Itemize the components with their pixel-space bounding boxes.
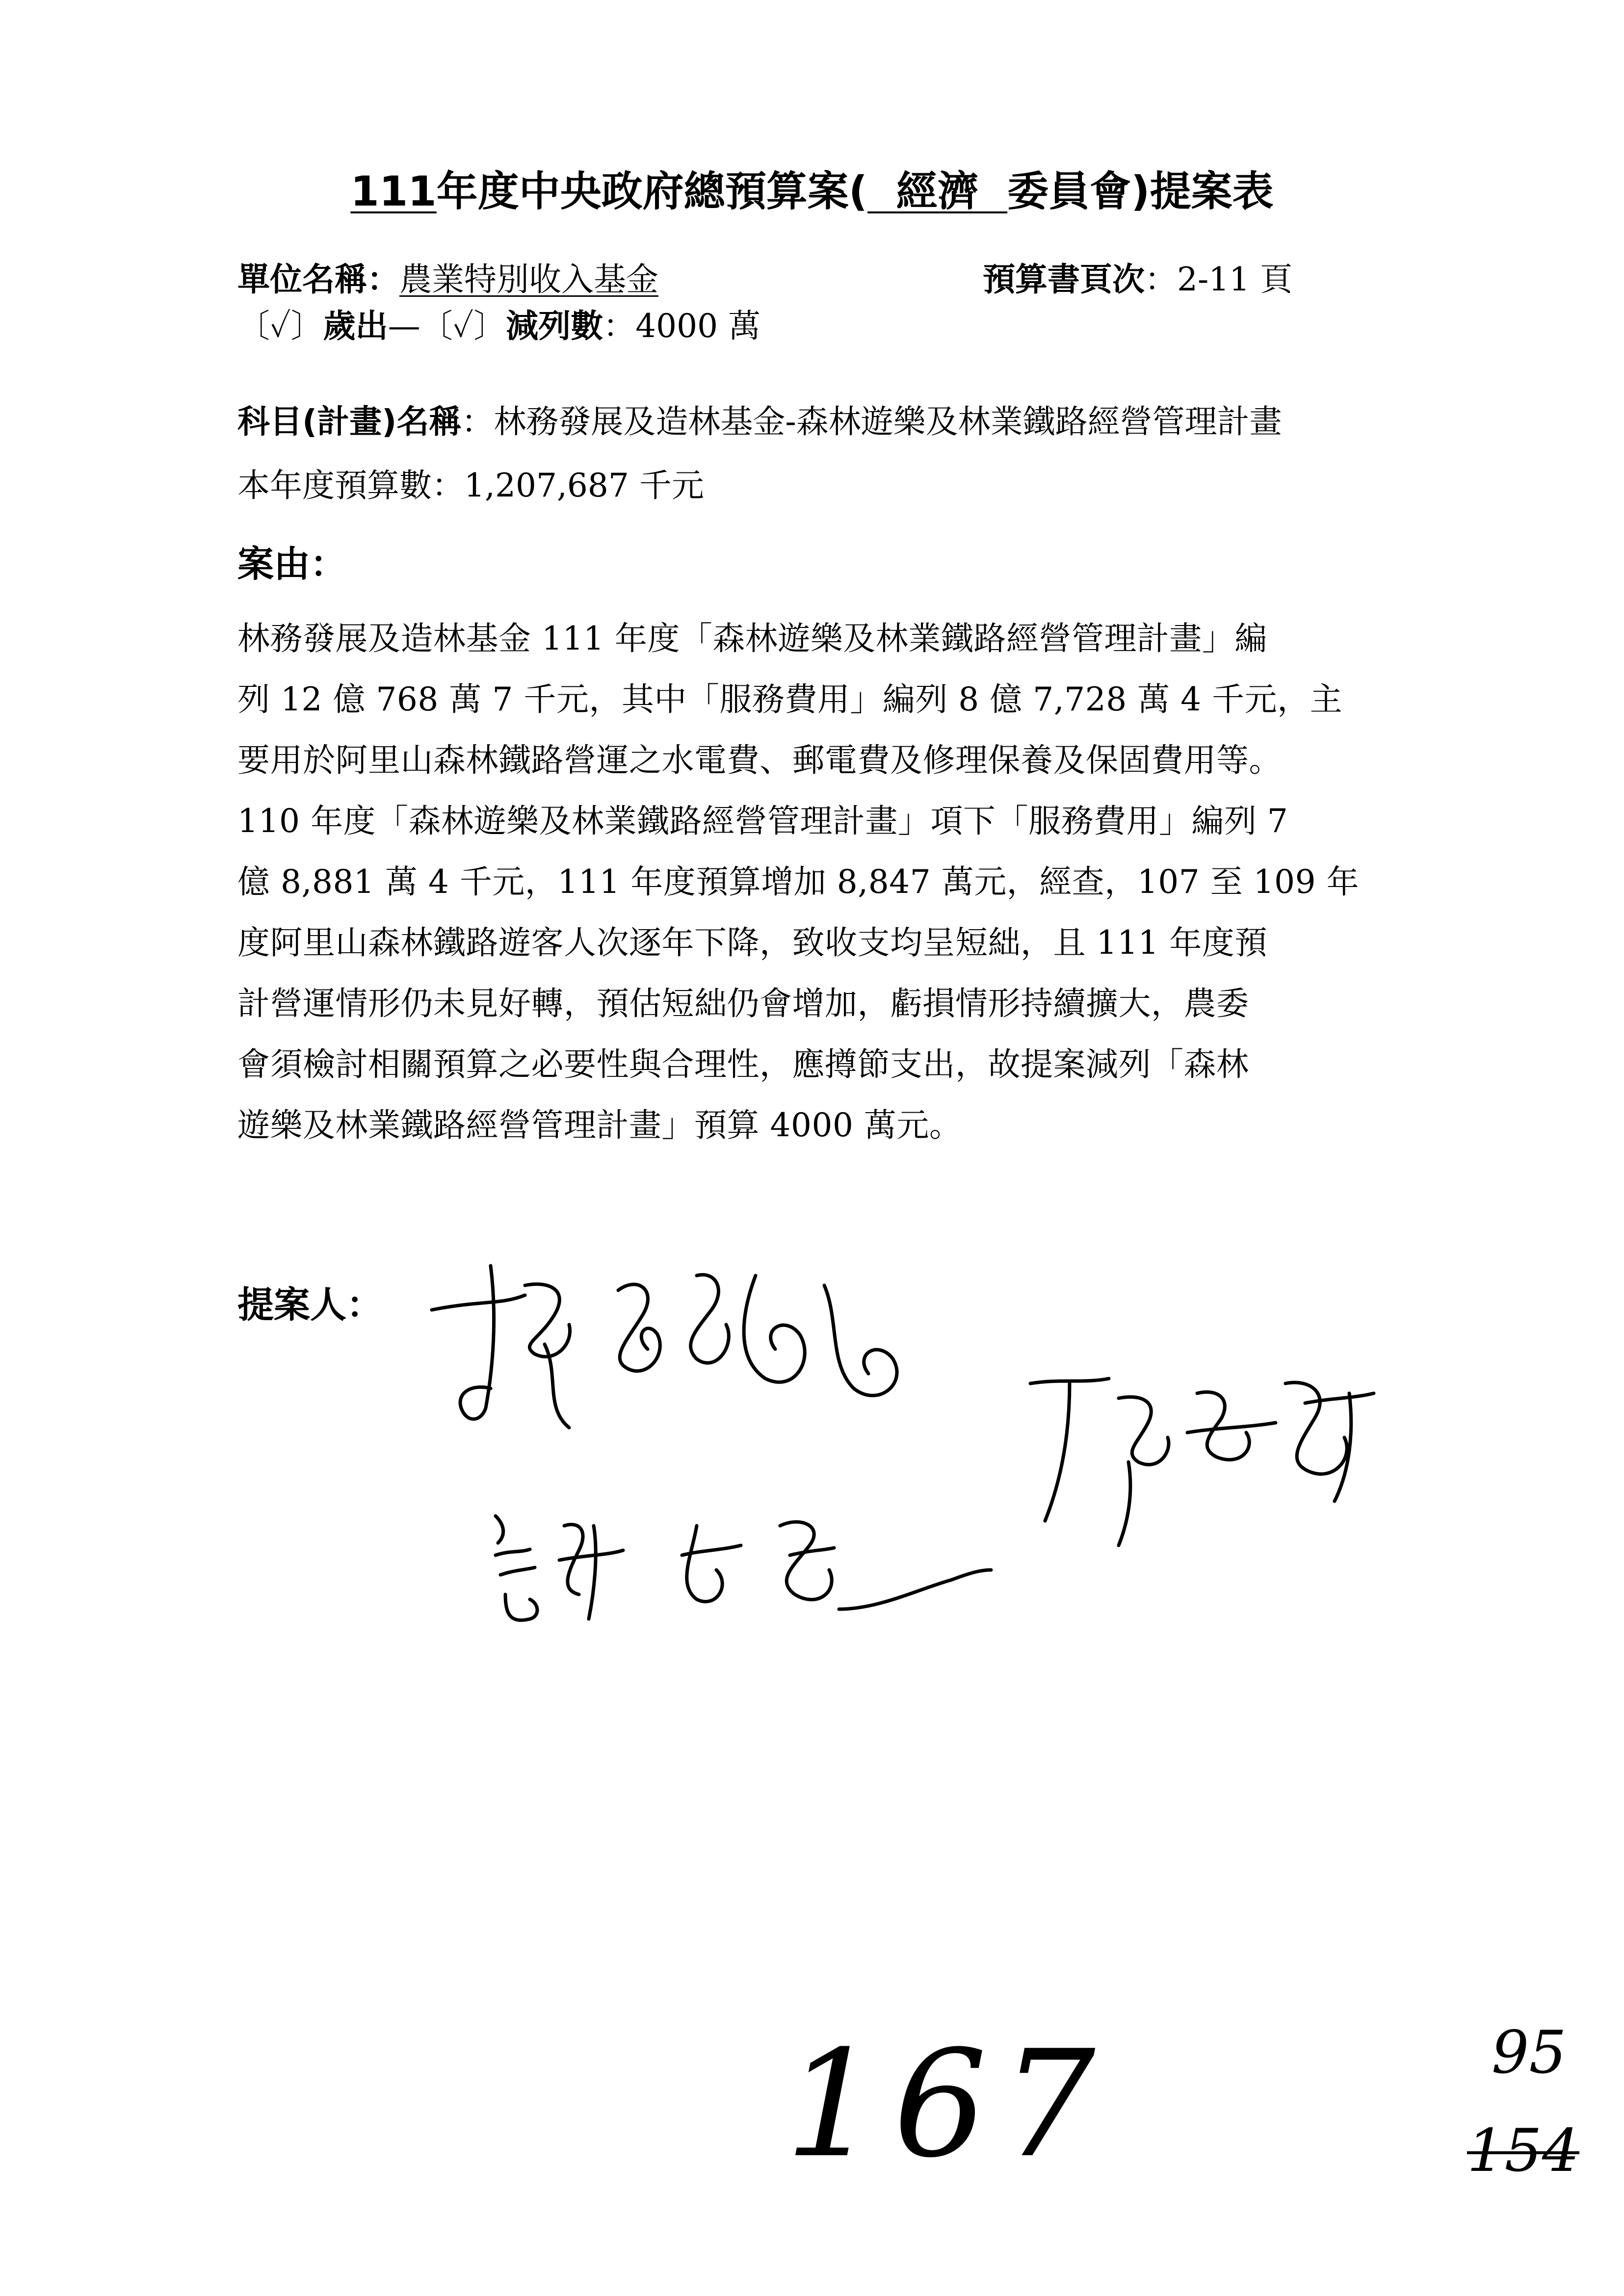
annual-budget-row: 本年度預算數：1,207,687 千元: [237, 467, 704, 504]
proposer-label: 提案人：: [237, 1284, 383, 1326]
reason-label: 案由：: [237, 543, 346, 585]
signature-3: [1011, 1364, 1384, 1560]
expenditure-label: 歲出: [323, 307, 388, 345]
item-name-label: 科目(計畫)名稱: [237, 403, 462, 441]
unit-name-label: 單位名稱：: [237, 261, 399, 298]
form-title: [0, 164, 1624, 218]
item-name-row: [237, 400, 1282, 444]
reason-line: 110 年度「森林遊樂及林業鐵路經營管理計畫」項下「服務費用」編列 7: [237, 802, 1288, 840]
reduction-label: 減列數: [506, 307, 603, 345]
title-text-b: 委員會)提案表: [1007, 167, 1274, 215]
reason-line: 計營運情形仍未見好轉，預估短絀仍會增加，虧損情形持續擴大，農委: [237, 985, 1249, 1022]
reason-line: 列 12 億 768 萬 7 千元，其中「服務費用」編列 8 億 7,728 萬 4 千元，主: [237, 680, 1343, 718]
reason-text: [237, 608, 1444, 1156]
corner-page-number: 95: [1492, 2019, 1567, 2087]
action-row: [237, 304, 760, 348]
corner-old-page-number: 154: [1467, 2117, 1580, 2185]
title-year: 111: [350, 167, 437, 215]
unit-name-value: 農業特別收入基金: [399, 261, 658, 298]
reduction-value: ：4000 萬: [603, 307, 761, 345]
dash-separator: —: [388, 307, 420, 345]
reason-line: 要用於阿里山森林鐵路營運之水電費、郵電費及修理保養及保固費用等。: [237, 741, 1282, 779]
expenditure-checkbox: 〔✓〕: [237, 307, 323, 345]
reason-line: 遊樂及林業鐵路經營管理計畫」預算 4000 萬元。: [237, 1106, 962, 1144]
budget-page-value: ：2-11 頁: [1145, 261, 1293, 298]
reason-line: 會須檢討相關預算之必要性與合理性，應撙節支出，故提案減列「森林: [237, 1045, 1249, 1083]
reason-line: 億 8,881 萬 4 千元，111 年度預算增加 8,847 萬元，經查，107 至 109 年: [237, 863, 1360, 901]
budget-page-label: 預算書頁次: [983, 261, 1145, 298]
signature-2: [486, 1496, 996, 1644]
item-name-value: ：林務發展及造林基金-森林遊樂及林業鐵路經營管理計畫: [461, 403, 1282, 441]
title-committee: 經濟: [896, 167, 979, 215]
handwritten-page-number: 167: [785, 2019, 1110, 2190]
budget-page-row: [983, 258, 1292, 302]
reduction-checkbox: 〔✓〕: [420, 307, 506, 345]
unit-name-row: [237, 258, 658, 302]
signature-1: [422, 1246, 942, 1457]
reason-line: 林務發展及造林基金 111 年度「森林遊樂及林業鐵路經營管理計畫」編: [237, 620, 1267, 657]
title-text-a: 年度中央政府總預算案(: [436, 167, 868, 215]
reason-line: 度阿里山森林鐵路遊客人次逐年下降，致收支均呈短絀，且 111 年度預: [237, 924, 1267, 962]
